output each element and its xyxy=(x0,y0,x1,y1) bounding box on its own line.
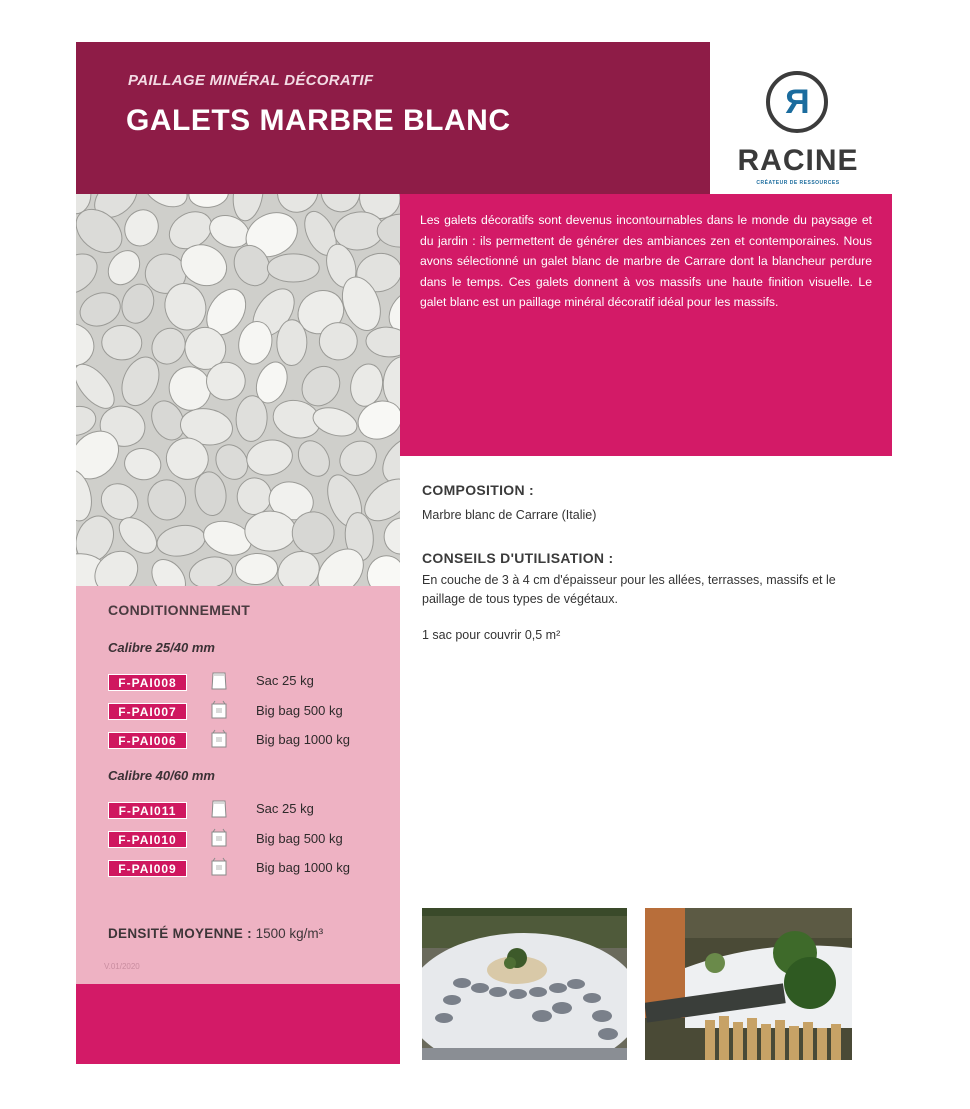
conseils-title: CONSEILS D'UTILISATION : xyxy=(422,550,614,566)
product-code-badge: F-PAI010 xyxy=(108,831,187,848)
product-category: PAILLAGE MINÉRAL DÉCORATIF xyxy=(128,72,374,89)
logo-brand: RACINE xyxy=(737,144,859,177)
package-label: Big bag 500 kg xyxy=(256,831,343,846)
version-number: V.01/2020 xyxy=(104,962,140,971)
big-bag-icon xyxy=(208,827,230,849)
product-code-badge: F-PAI009 xyxy=(108,860,187,877)
racine-logo-icon xyxy=(766,71,828,133)
density-label: DENSITÉ MOYENNE : xyxy=(108,926,252,941)
logo-letter: R xyxy=(784,83,810,121)
package-label: Big bag 1000 kg xyxy=(256,732,350,747)
product-code-badge: F-PAI008 xyxy=(108,674,187,691)
bottom-accent-bar xyxy=(76,984,400,1064)
bag-icon xyxy=(208,798,230,820)
zen-garden-photo xyxy=(422,908,627,1060)
big-bag-icon xyxy=(208,856,230,878)
conditionnement-title: CONDITIONNEMENT xyxy=(108,602,251,618)
big-bag-icon xyxy=(208,699,230,721)
logo-tagline: CRÉATEUR DE RESSOURCES xyxy=(756,180,840,186)
white-pebbles-photo xyxy=(76,194,400,586)
package-label: Sac 25 kg xyxy=(256,673,314,688)
package-label: Big bag 500 kg xyxy=(256,703,343,718)
product-code-badge: F-PAI011 xyxy=(108,802,187,819)
package-label: Big bag 1000 kg xyxy=(256,860,350,875)
product-code-badge: F-PAI006 xyxy=(108,732,187,749)
density-value: 1500 kg/m³ xyxy=(255,926,324,941)
big-bag-icon xyxy=(208,728,230,750)
calibre-label: Calibre 40/60 mm xyxy=(108,768,215,783)
composition-title: COMPOSITION : xyxy=(422,482,535,498)
product-code-badge: F-PAI007 xyxy=(108,703,187,720)
product-title: GALETS MARBRE BLANC xyxy=(126,104,511,137)
calibre-label: Calibre 25/40 mm xyxy=(108,640,215,655)
composition-text: Marbre blanc de Carrare (Italie) xyxy=(422,508,597,522)
coverage-text: 1 sac pour couvrir 0,5 m² xyxy=(422,628,561,642)
garden-bed-photo xyxy=(645,908,852,1060)
bag-icon xyxy=(208,670,230,692)
conseils-text: En couche de 3 à 4 cm d'épaisseur pour les allées, terrasses, massifs et le paillage de tous types de végétaux. xyxy=(422,573,836,606)
package-label: Sac 25 kg xyxy=(256,801,314,816)
product-description: Les galets décoratifs sont devenus incontournables dans le monde du paysage et du jardin : ils permettent de générer des ambiances zen et contemporaines. Nous avons sélectionné un galet blanc de marbre de Carrare dont la blancheur perdure dans le temps. Ces galets donnent à vos massifs une haute finition visuelle. Le galet blanc est un paillage minéral décoratif idéal pour les massifs. xyxy=(420,213,872,309)
density-line xyxy=(108,926,323,941)
